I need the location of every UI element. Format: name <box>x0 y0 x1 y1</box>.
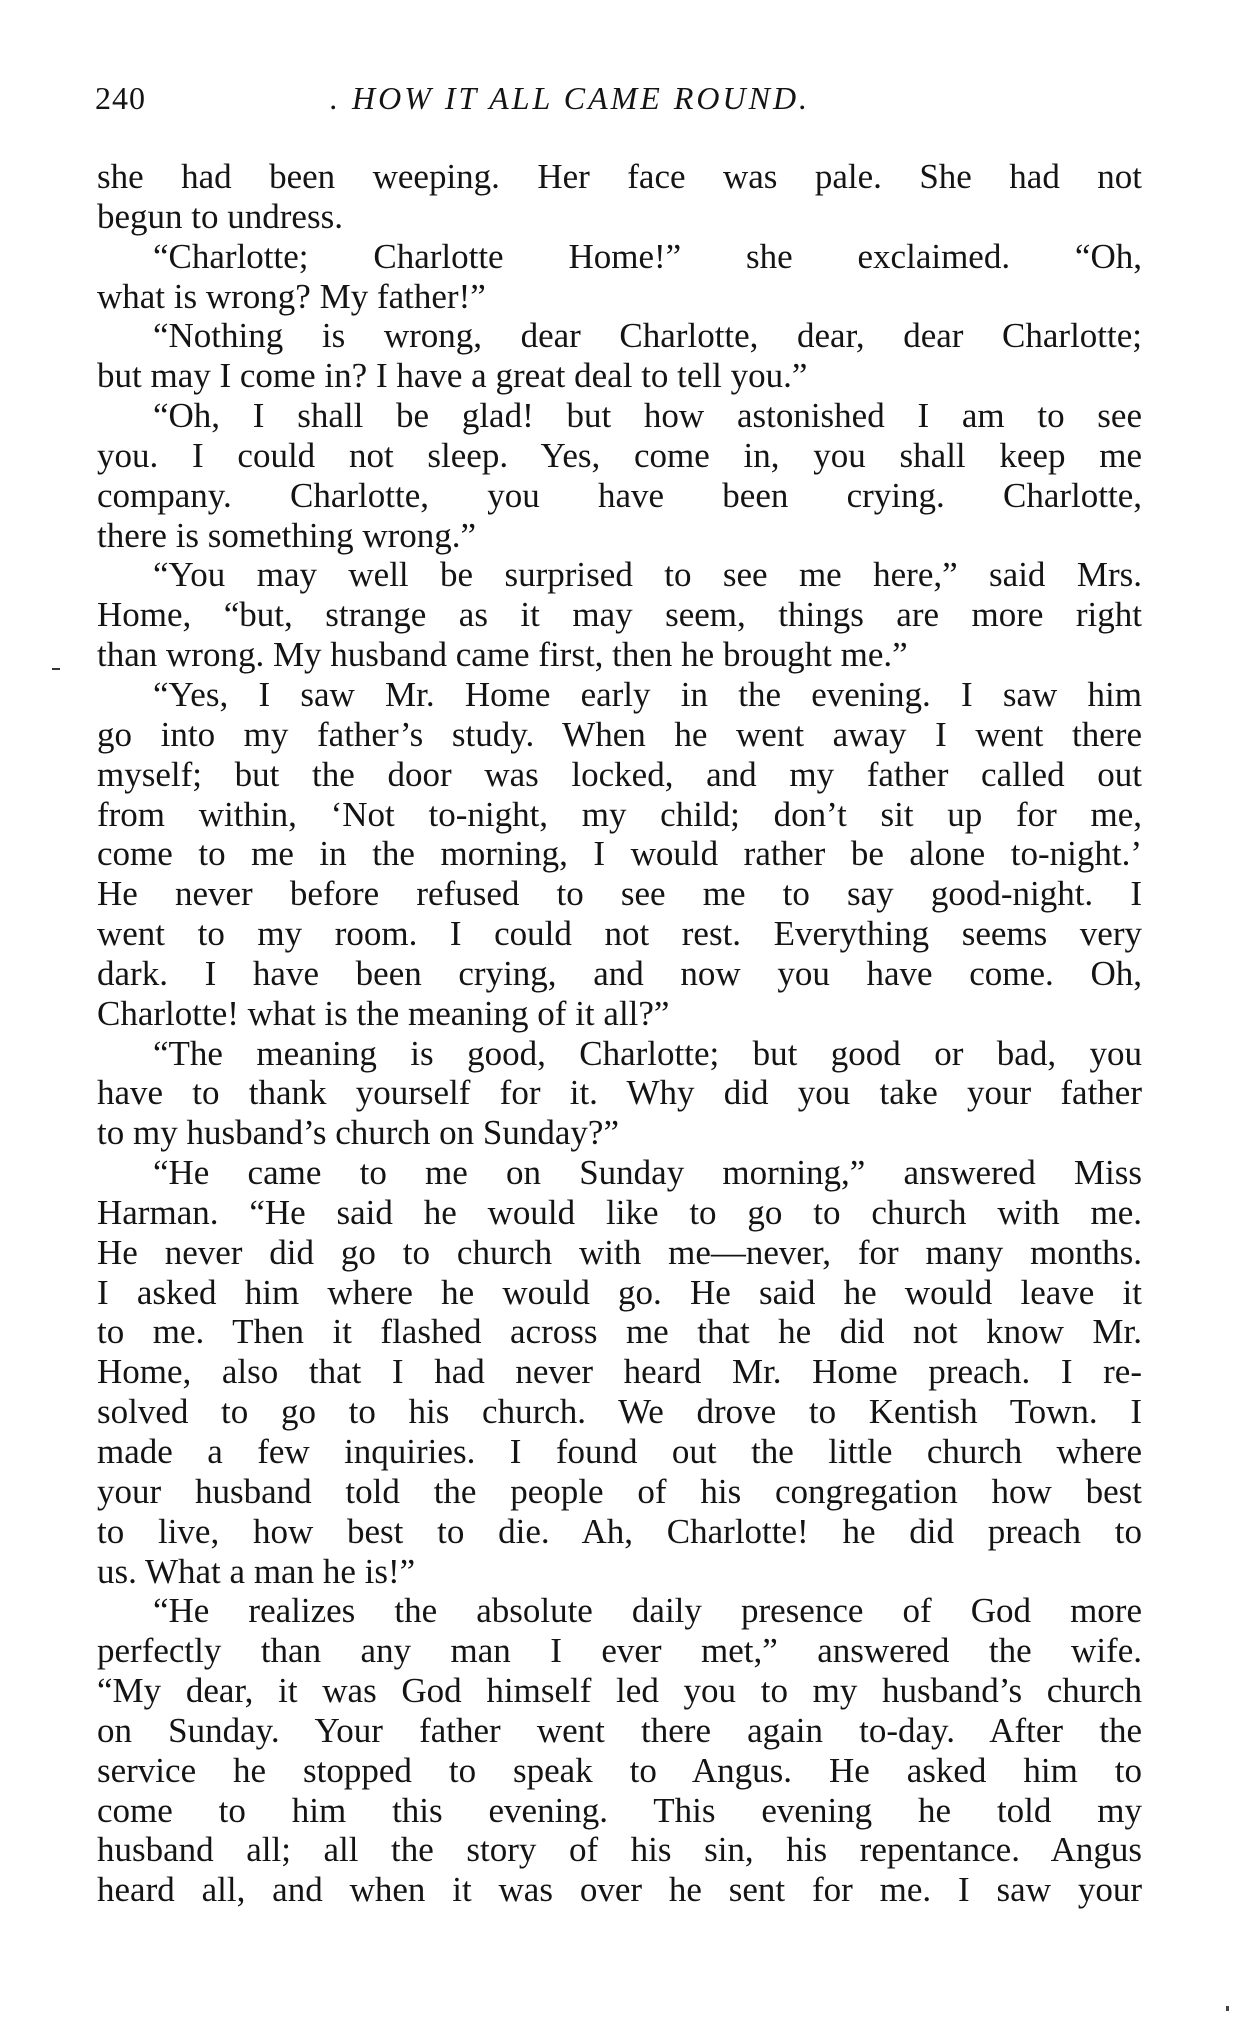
text-line: your husband told the people of his congregation how best <box>97 1471 1142 1511</box>
text-line: what is wrong? My father!” <box>97 276 486 316</box>
margin-mark <box>52 668 60 670</box>
text-line: from within, ‘Not to-night, my child; don’t sit up for me, <box>97 794 1142 834</box>
text-line: begun to undress. <box>97 196 343 236</box>
text-line: come to him this evening. This evening he told my <box>97 1790 1142 1830</box>
text-line: go into my father’s study. When he went away I went there <box>97 714 1142 754</box>
body-text <box>97 157 1142 1910</box>
text-line: to my husband’s church on Sunday?” <box>97 1113 619 1153</box>
text-line: made a few inquiries. I found out the little church where <box>97 1432 1142 1471</box>
text-line: come to me in the morning, I would rather be alone to-night.’ <box>97 834 1142 874</box>
text-line: to me. Then it flashed across me that he did not know Mr. <box>97 1312 1142 1352</box>
text-line: heard all, and when it was over he sent for me. I saw your <box>97 1870 1142 1910</box>
text-line: Home, also that I had never heard Mr. Home preach. I re- <box>97 1352 1142 1392</box>
text-line: perfectly than any man I ever met,” answered the wife. <box>97 1631 1142 1671</box>
text-line: but may I come in? I have a great deal to tell you.” <box>97 356 808 396</box>
text-line: “Yes, I saw Mr. Home early in the evening. I saw him <box>153 674 1142 714</box>
text-line: have to thank yourself for it. Why did you take your father <box>97 1073 1142 1113</box>
text-line: husband all; all the story of his sin, his repentance. Angus <box>97 1830 1142 1870</box>
text-line: to live, how best to die. Ah, Charlotte! he did preach to <box>97 1511 1142 1551</box>
text-line: Home, “but, strange as it may seem, things are more right <box>97 595 1142 635</box>
text-line: went to my room. I could not rest. Everything seems very <box>97 914 1142 954</box>
text-line: He never did go to church with me—never, for many months. <box>97 1232 1142 1272</box>
text-line: you. I could not sleep. Yes, come in, you shall keep me <box>97 435 1142 475</box>
text-line: solved to go to his church. We drove to Kentish Town. I <box>97 1392 1142 1432</box>
text-line: than wrong. My husband came first, then he brought me.” <box>97 635 908 675</box>
text-line: “He realizes the absolute daily presence of God more <box>153 1591 1142 1631</box>
text-line: on Sunday. Your father went there again to-day. After the <box>97 1710 1142 1750</box>
page-number: 240 <box>95 80 146 116</box>
text-line: myself; but the door was locked, and my father called out <box>97 754 1142 794</box>
text-line: “My dear, it was God himself led you to my husband’s church <box>97 1671 1142 1711</box>
text-line: He never before refused to see me to say good-night. I <box>97 874 1142 914</box>
corner-mark <box>1226 2006 1229 2011</box>
running-head <box>95 80 1145 130</box>
text-line: I asked him where he would go. He said he would leave it <box>97 1272 1142 1312</box>
text-line: “Oh, I shall be glad! but how astonished I am to see <box>153 396 1142 436</box>
text-line: service he stopped to speak to Angus. He asked him to <box>97 1750 1142 1790</box>
text-line: Harman. “He said he would like to go to church with me. <box>97 1192 1142 1232</box>
text-line: Charlotte! what is the meaning of it all?” <box>97 993 670 1033</box>
text-line: dark. I have been crying, and now you have come. Oh, <box>97 953 1142 993</box>
text-line: there is something wrong.” <box>97 515 477 555</box>
text-line: “Charlotte; Charlotte Home!” she exclaimed. “Oh, <box>153 236 1142 276</box>
text-line: “You may well be surprised to see me here,” said Mrs. <box>153 555 1142 595</box>
text-line: company. Charlotte, you have been crying. Charlotte, <box>97 475 1142 515</box>
text-line: us. What a man he is!” <box>97 1551 416 1591</box>
running-title: . HOW IT ALL CAME ROUND. <box>330 80 811 116</box>
text-line: “He came to me on Sunday morning,” answered Miss <box>153 1153 1142 1193</box>
text-line: she had been weeping. Her face was pale. She had not <box>97 157 1142 196</box>
text-line: “Nothing is wrong, dear Charlotte, dear, dear Charlotte; <box>153 316 1142 356</box>
text-line: “The meaning is good, Charlotte; but good or bad, you <box>153 1033 1142 1073</box>
